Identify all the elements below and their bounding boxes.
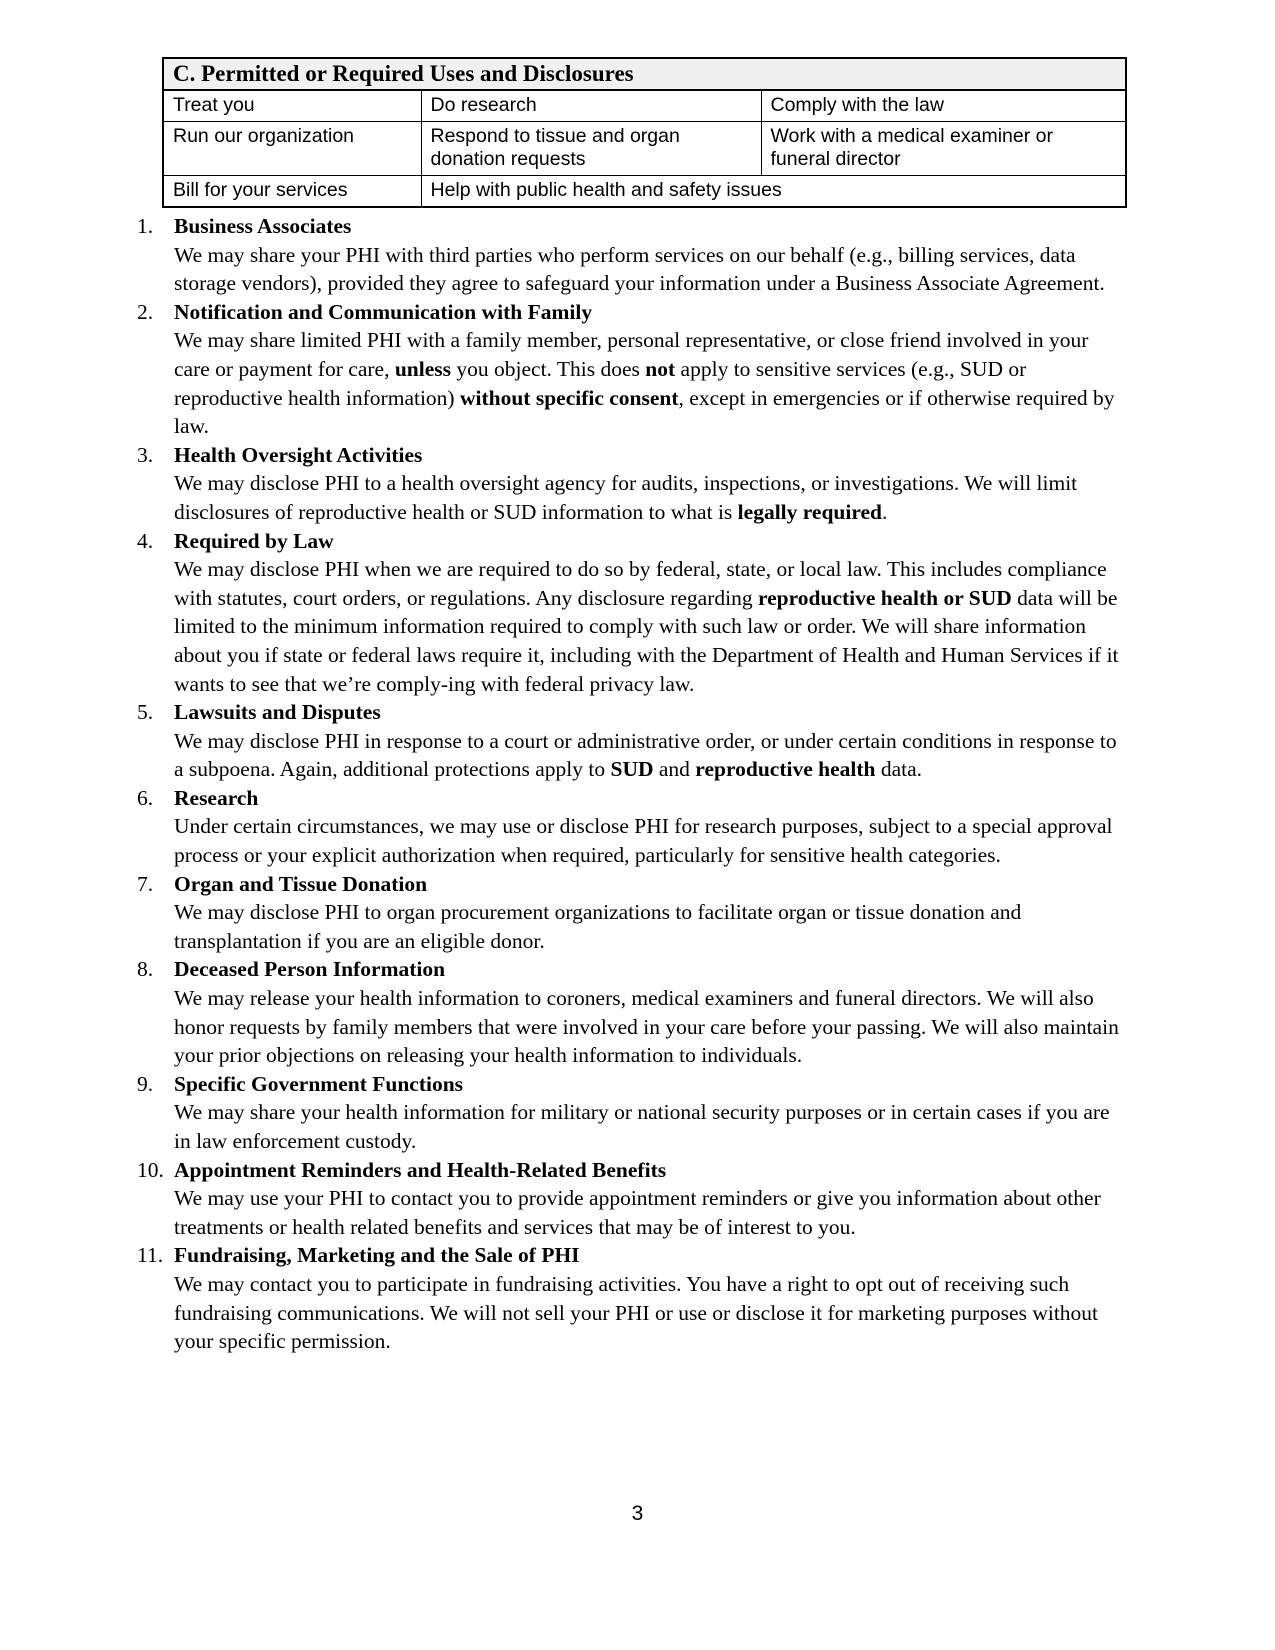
list-item [137, 1070, 1127, 1156]
list-item-title: Research [174, 785, 259, 810]
list-item [137, 870, 1127, 956]
list-item-number: 10. [137, 1157, 164, 1182]
list-item-number: 2. [137, 299, 154, 324]
permitted-uses-table [162, 57, 1127, 208]
list-item [137, 1156, 1127, 1242]
list-item [137, 955, 1127, 1069]
list-item-body: We may disclose PHI to organ procurement organizations to facilitate organ or tissue donation and transplantation if you are an eligible donor. [174, 900, 1022, 953]
list-item [137, 698, 1127, 784]
list-item-number: 3. [137, 442, 154, 467]
list-item-title: Health Oversight Activities [174, 442, 423, 467]
list-item-title: Appointment Reminders and Health-Related Benefits [174, 1157, 667, 1182]
table-row [163, 122, 1126, 176]
list-item-number: 9. [137, 1071, 154, 1096]
list-item-body: We may disclose PHI in response to a court or administrative order, or under certain conditions in response to a subpoena. Again, additional protections apply to SUD and reproductive health data. [174, 728, 1117, 782]
list-item-title: Lawsuits and Disputes [174, 700, 381, 725]
list-item-number: 1. [137, 214, 154, 238]
list-item-title: Fundraising, Marketing and the Sale of PHI [174, 1243, 580, 1268]
list-item-number: 4. [137, 528, 154, 553]
table-cell: Treat you [163, 90, 421, 122]
table-row [163, 90, 1126, 122]
list-item [137, 212, 1127, 298]
table-cell: Bill for your services [163, 176, 421, 208]
list-item-title: Organ and Tissue Donation [174, 871, 428, 896]
table-cell: Work with a medical examiner or funeral director [761, 122, 1126, 176]
list-item [137, 784, 1127, 870]
list-item-body: We may use your PHI to contact you to provide appointment reminders or give you information about other treatments or health related benefits and services that may be of interest to you. [174, 1186, 1101, 1239]
table-header-row [163, 58, 1126, 90]
list-item-body: We may contact you to participate in fundraising activities. You have a right to opt out of receiving such fundraising communications. We will not sell your PHI or use or disclose it for marketing purposes without your specific permission. [174, 1271, 1099, 1354]
list-item-body: We may release your health information to coroners, medical examiners and funeral directors. We will also honor requests by family members that were involved in your care before your passing. We will also maintain your prior objections on releasing your health information to individuals. [174, 986, 1119, 1068]
list-item-title: Deceased Person Information [174, 957, 446, 982]
list-item-body: We may disclose PHI to a health oversight agency for audits, inspections, or investigations. We will limit disclosures of reproductive health or SUD information to what is legally required. [174, 471, 1078, 524]
page-number: 3 [631, 1502, 644, 1525]
list-item-number: 11. [137, 1243, 164, 1268]
list-item-title: Required by Law [174, 528, 334, 553]
list-item [137, 441, 1127, 527]
table-row [163, 176, 1126, 208]
table-cell: Run our organization [163, 122, 421, 176]
list-item-title: Business Associates [174, 214, 352, 238]
list-item-number: 6. [137, 785, 154, 810]
disclosures-list [137, 212, 1127, 1356]
table-cell: Comply with the law [761, 90, 1126, 122]
table-title: C. Permitted or Required Uses and Disclosures [163, 58, 1126, 90]
list-item-body: We may share your health information for military or national security purposes or in certain cases if you are in law enforcement custody. [174, 1100, 1110, 1153]
list-item-number: 8. [137, 957, 154, 982]
table-cell: Respond to tissue and organ donation requests [421, 122, 761, 176]
list-item [137, 298, 1127, 441]
list-item-body: We may disclose PHI when we are required to do so by federal, state, or local law. This includes compliance with statutes, court orders, or regulations. Any disclosure regarding reproductive health or SUD data will be limited to the minimum information required to comply with such law or order. We will share information about you if state or federal laws require it, including with the Department of Health and Human Services if it wants to see that we’re comply-ing with federal privacy law. [174, 557, 1119, 696]
list-item-number: 5. [137, 700, 154, 725]
list-item-body: We may share limited PHI with a family member, personal representative, or close friend involved in your care or payment for care, unless you object. This does not apply to sensitive services (e.g., SUD or reproductive health information) without specific consent, except in emergencies or if otherwise required by law. [174, 328, 1115, 439]
table-cell: Help with public health and safety issues [421, 176, 1126, 208]
list-item-number: 7. [137, 871, 154, 896]
list-item-title: Notification and Communication with Family [174, 299, 593, 324]
table-cell: Do research [421, 90, 761, 122]
list-item-title: Specific Government Functions [174, 1071, 464, 1096]
list-item [137, 1241, 1127, 1355]
list-item-body: Under certain circumstances, we may use or disclose PHI for research purposes, subject to a special approval process or your explicit authorization when required, particularly for sensitive health categories. [174, 814, 1113, 868]
list-item-body: We may share your PHI with third parties who perform services on our behalf (e.g., billing services, data storage vendors), provided they agree to safeguard your information under a Business Associate Agreement. [174, 242, 1105, 296]
list-item [137, 527, 1127, 699]
